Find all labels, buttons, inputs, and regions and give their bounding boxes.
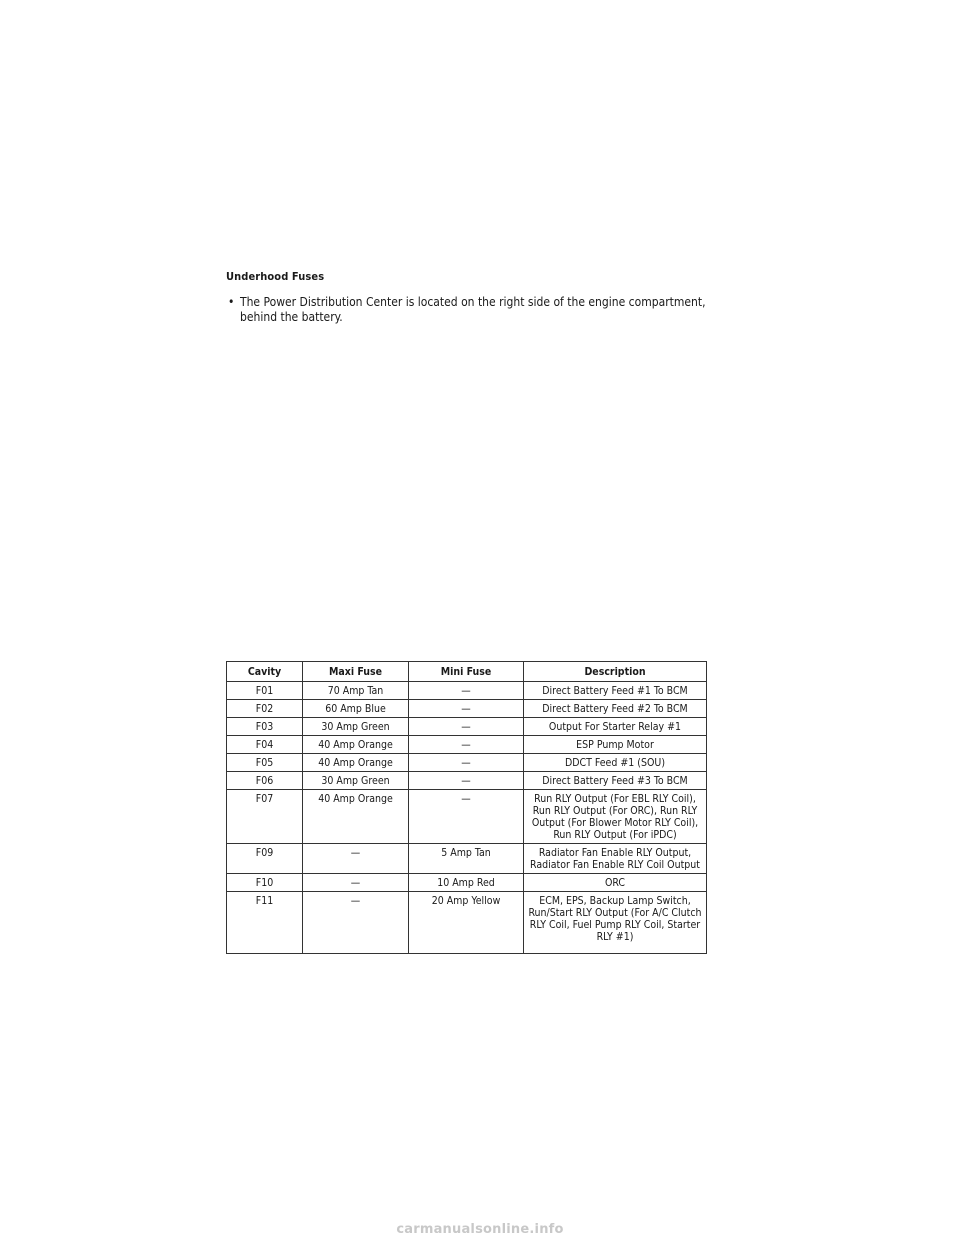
- cell-cavity: F07: [227, 790, 303, 844]
- cell-desc: DDCT Feed #1 (SOU): [524, 754, 707, 772]
- cell-mini: 20 Amp Yellow: [409, 892, 524, 954]
- table-row: [227, 682, 707, 700]
- cell-desc: ORC: [524, 874, 707, 892]
- cell-maxi: 30 Amp Green: [303, 772, 409, 790]
- table-row: [227, 790, 707, 844]
- cell-desc: ESP Pump Motor: [524, 736, 707, 754]
- bullet-line-2: behind the battery.: [240, 310, 343, 324]
- header-cavity: Cavity: [227, 662, 303, 682]
- cell-desc: ECM, EPS, Backup Lamp Switch, Run/Start RLY Output (For A/C Clutch RLY Coil, Fuel Pump RLY Coil, Starter RLY #1): [524, 892, 707, 954]
- cell-maxi: 40 Amp Orange: [303, 736, 409, 754]
- section-title: Underhood Fuses: [226, 270, 325, 283]
- cell-maxi: —: [303, 844, 409, 874]
- cell-desc: Output For Starter Relay #1: [524, 718, 707, 736]
- header-maxi-fuse: Maxi Fuse: [303, 662, 409, 682]
- cell-mini: —: [409, 700, 524, 718]
- cell-mini: —: [409, 718, 524, 736]
- bullet-dot: •: [228, 295, 235, 309]
- cell-cavity: F03: [227, 718, 303, 736]
- cell-cavity: F11: [227, 892, 303, 954]
- cell-mini: —: [409, 772, 524, 790]
- bullet-line-1: The Power Distribution Center is located on the right side of the engine compartment,: [240, 295, 706, 309]
- cell-maxi: 30 Amp Green: [303, 718, 409, 736]
- cell-maxi: 40 Amp Orange: [303, 754, 409, 772]
- cell-mini: 10 Amp Red: [409, 874, 524, 892]
- cell-maxi: 60 Amp Blue: [303, 700, 409, 718]
- table-row: [227, 892, 707, 954]
- cell-cavity: F09: [227, 844, 303, 874]
- cell-desc: Radiator Fan Enable RLY Output, Radiator Fan Enable RLY Coil Output: [524, 844, 707, 874]
- bullet-item: [226, 295, 716, 325]
- header-description: Description: [524, 662, 707, 682]
- cell-cavity: F06: [227, 772, 303, 790]
- cell-desc: Direct Battery Feed #2 To BCM: [524, 700, 707, 718]
- cell-mini: 5 Amp Tan: [409, 844, 524, 874]
- table-row: [227, 772, 707, 790]
- bullet-text: [226, 295, 716, 325]
- watermark: carmanualsonline.info: [396, 1222, 564, 1237]
- cell-desc: Run RLY Output (For EBL RLY Coil), Run RLY Output (For ORC), Run RLY Output (For Blower Motor RLY Coil), Run RLY Output (For iPDC): [524, 790, 707, 844]
- cell-desc: Direct Battery Feed #3 To BCM: [524, 772, 707, 790]
- cell-cavity: F05: [227, 754, 303, 772]
- cell-cavity: F01: [227, 682, 303, 700]
- cell-maxi: 70 Amp Tan: [303, 682, 409, 700]
- cell-maxi: 40 Amp Orange: [303, 790, 409, 844]
- cell-maxi: —: [303, 874, 409, 892]
- cell-maxi: —: [303, 892, 409, 954]
- table-row: [227, 700, 707, 718]
- cell-cavity: F02: [227, 700, 303, 718]
- table-row: [227, 754, 707, 772]
- table-header-row: [227, 662, 707, 682]
- fuse-table: [226, 661, 707, 954]
- table-row: [227, 718, 707, 736]
- header-mini-fuse: Mini Fuse: [409, 662, 524, 682]
- table-row: [227, 874, 707, 892]
- table-row: [227, 736, 707, 754]
- table-row: [227, 844, 707, 874]
- cell-mini: —: [409, 754, 524, 772]
- cell-mini: —: [409, 682, 524, 700]
- cell-mini: —: [409, 736, 524, 754]
- cell-mini: —: [409, 790, 524, 844]
- cell-cavity: F04: [227, 736, 303, 754]
- cell-cavity: F10: [227, 874, 303, 892]
- cell-desc: Direct Battery Feed #1 To BCM: [524, 682, 707, 700]
